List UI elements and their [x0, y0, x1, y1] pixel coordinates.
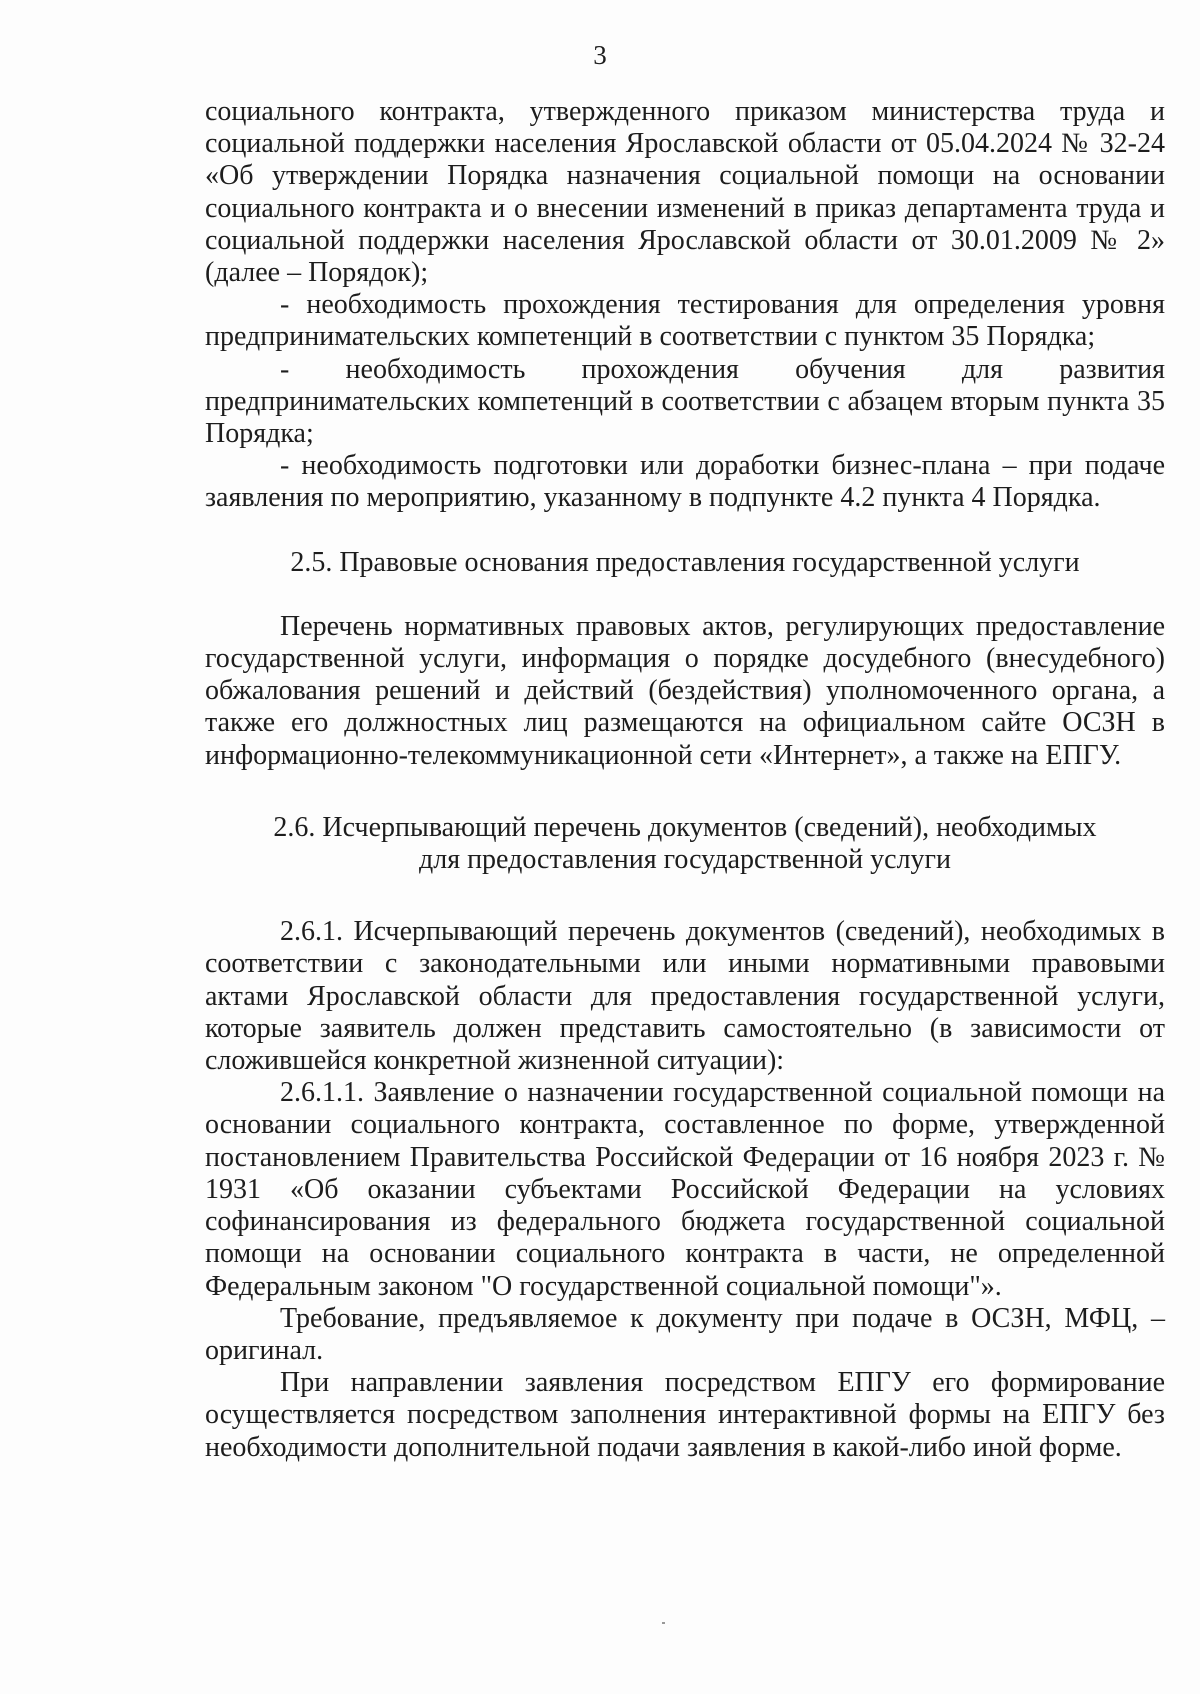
- paragraph-document-requirement: Требование, предъявляемое к документу при подаче в ОСЗН, МФЦ, – оригинал.: [205, 1302, 1165, 1366]
- spacer: [205, 579, 1165, 611]
- list-item-testing: - необходимость прохождения тестирования для определения уровня предпринимательских компетенций в соответствии с пунктом 35 Порядка;: [205, 289, 1165, 353]
- spacer: [205, 772, 1165, 812]
- document-body: [205, 96, 1165, 1464]
- section-heading-2-5: 2.5. Правовые основания предоставления государственной услуги: [290, 546, 1080, 578]
- paragraph-legal-acts: Перечень нормативных правовых актов, регулирующих предоставление государственной услуги, информация о порядке досудебного (внесудебного) обжалования решений и действий (бездействия) уполномоченного органа, а также его должностных лиц размещаются на официальном сайте ОСЗН в информационно-телекоммуникационной сети «Интернет», а также на ЕПГУ.: [205, 610, 1165, 771]
- paragraph-2-6-1: 2.6.1. Исчерпывающий перечень документов (сведений), необходимых в соответствии с законодательными или иными нормативными правовыми актами Ярославской области для предоставления государственной услуги, которые заявитель должен представить самостоятельно (в зависимости от сложившейся конкретной жизненной ситуации):: [205, 916, 1165, 1077]
- list-item-business-plan: - необходимость подготовки или доработки бизнес-плана – при подаче заявления по мероприятию, указанному в подпункте 4.2 пункта 4 Порядка.: [205, 450, 1165, 514]
- paragraph-2-6-1-1: 2.6.1.1. Заявление о назначении государственной социальной помощи на основании социального контракта, составленное по форме, утвержденной постановлением Правительства Российской Федерации от 16 ноября 2023 г. № 1931 «Об оказании субъектами Российской Федерации на условиях софинансирования из федерального бюджета государственной социальной помощи на основании социального контракта в части, не определенной Федеральным законом "О государственной социальной помощи"».: [205, 1077, 1165, 1302]
- page-number: 3: [593, 40, 607, 70]
- scan-speck: [662, 1622, 665, 1624]
- section-heading-2-6-line1: 2.6. Исчерпывающий перечень документов (сведений), необходимых: [273, 811, 1097, 843]
- spacer: [205, 876, 1165, 916]
- section-heading-2-6-line2: для предоставления государственной услуги: [418, 844, 952, 876]
- list-item-training: - необходимость прохождения обучения для развития предпринимательских компетенций в соответствии с абзацем вторым пункта 35 Порядка;: [205, 353, 1165, 450]
- paragraph-epgu-submission: При направлении заявления посредством ЕПГУ его формирование осуществляется посредством заполнения интерактивной формы на ЕПГУ без необходимости дополнительной подачи заявления в какой-либо иной форме.: [205, 1367, 1165, 1463]
- spacer: [205, 515, 1165, 547]
- paragraph-contract-order: социального контракта, утвержденного приказом министерства труда и социальной поддержки населения Ярославской области от 05.04.2024 № 32-24 «Об утверждении Порядка назначения социальной помощи на основании социального контракта и о внесении изменений в приказ департамента труда и социальной поддержки населения Ярославской области от 30.01.2009 № 2» (далее – Порядок);: [205, 96, 1165, 289]
